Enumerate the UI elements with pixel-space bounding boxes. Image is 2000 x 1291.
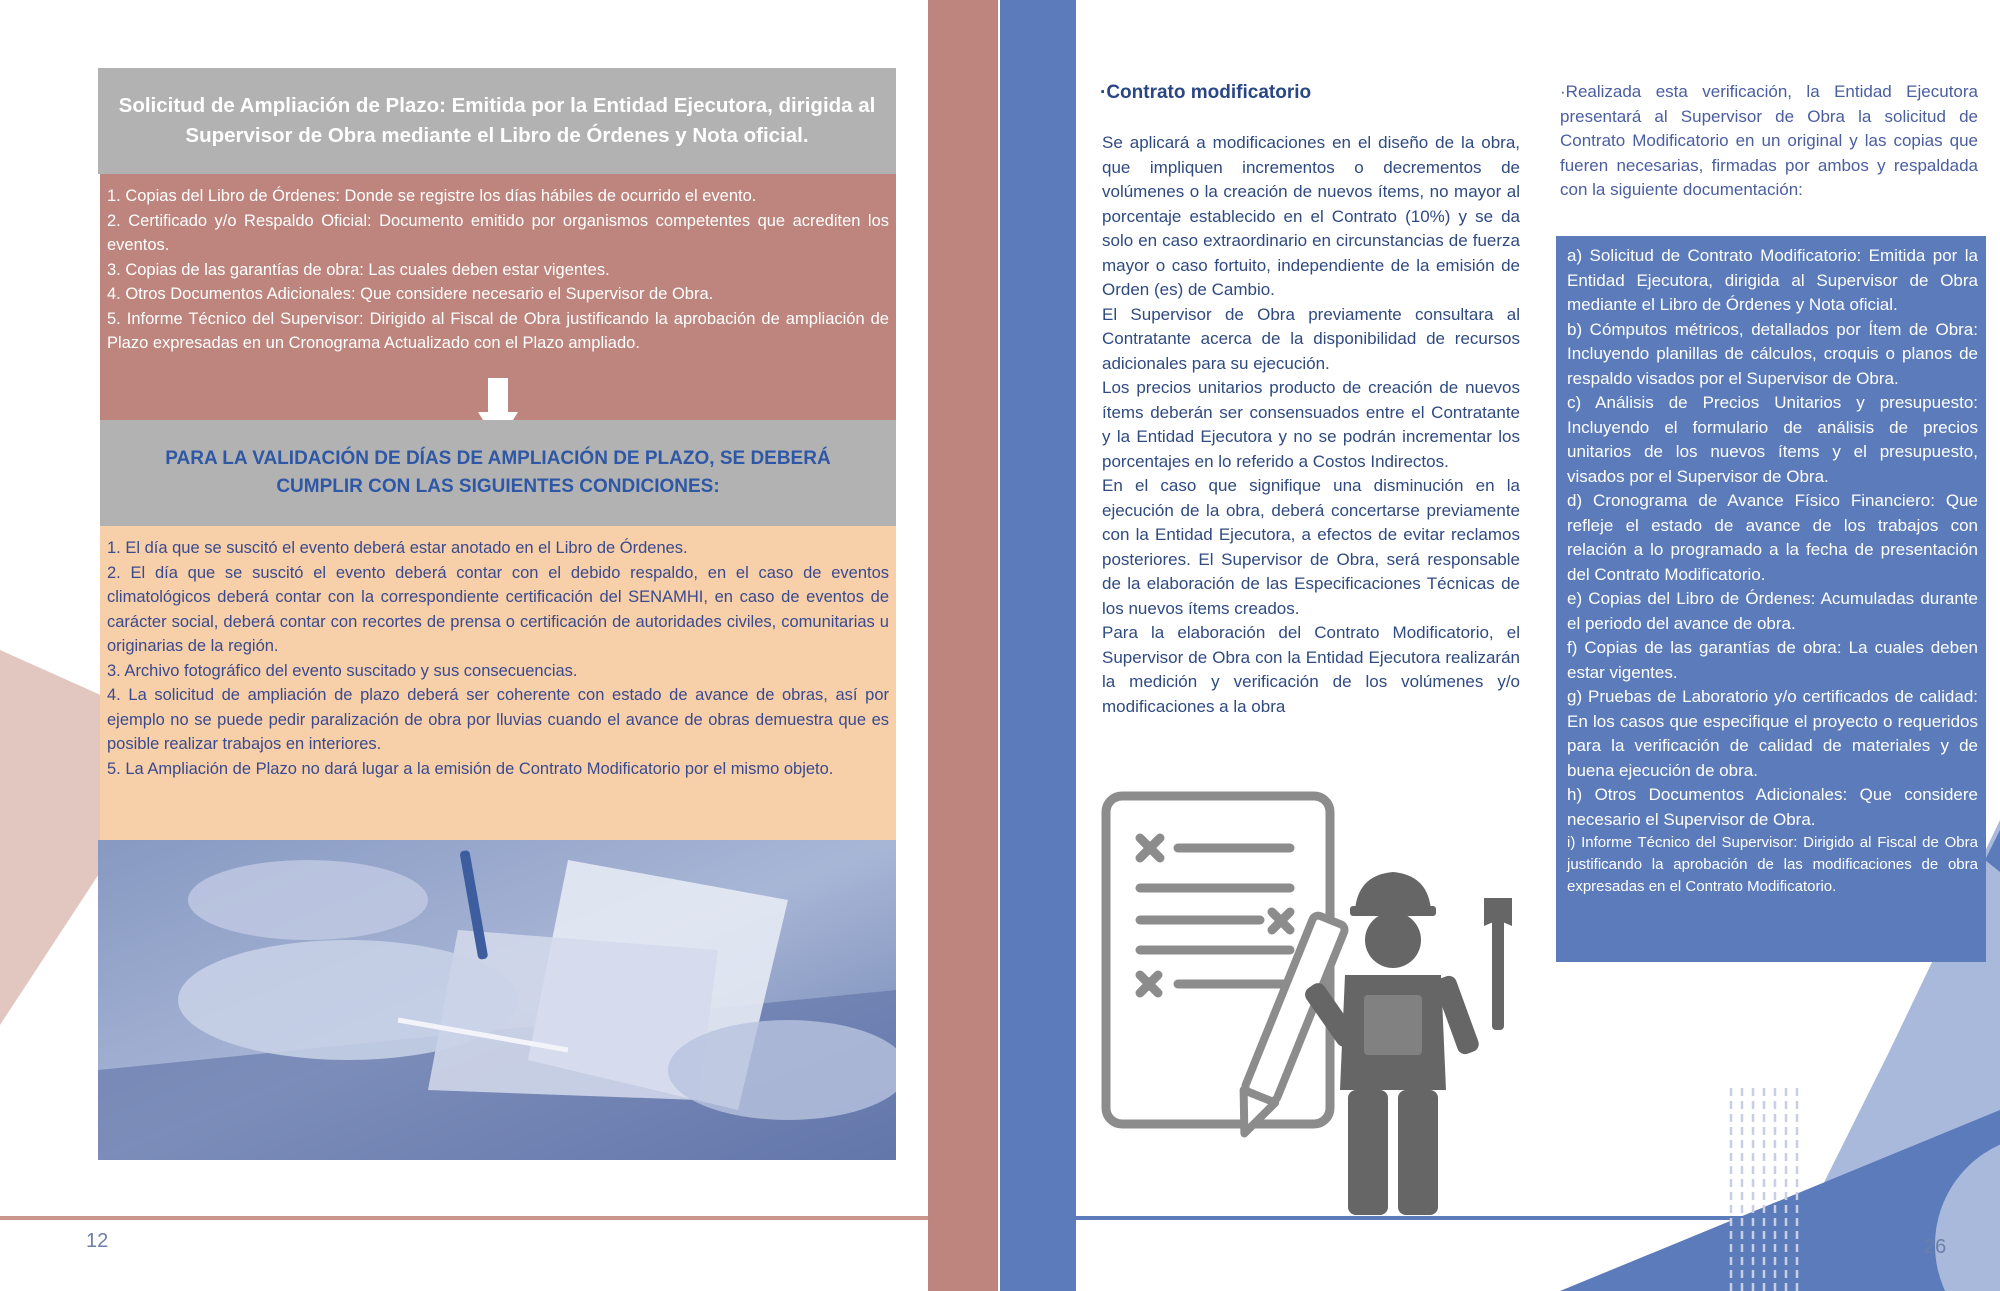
conditions-heading: PARA LA VALIDACIÓN DE DÍAS DE AMPLIACIÓN DE PLAZO, SE DEBERÁ CUMPLIR CON LAS SIGUIENTES CONDICIONES: — [165, 448, 831, 497]
dashed-lines — [1731, 1088, 1797, 1291]
condition-item: 3. Archivo fotográfico del evento suscitado y sus consecuencias. — [107, 661, 578, 680]
page-number: 26 — [1924, 1236, 1947, 1258]
condition-item: 4. La solicitud de ampliación de plazo deberá ser coherente con estado de avance de obras, así por ejemplo no se puede pedir paralización de obra por lluvias cuando el avance de obras demuestra que es posible realizar trabajos en interiores. — [107, 686, 889, 753]
document-item: a) Solicitud de Contrato Modificatorio: Emitida por la Entidad Ejecutora, dirigida al Supervisor de Obra mediante el Libro de Órdenes y Nota oficial. — [1567, 246, 1978, 314]
verification-text: ·Realizada esta verificación, la Entidad Ejecutora presentará al Supervisor de Obra la solicitud de Contrato Modificatorio en un original y las copias que fueren necesarias, firmadas por ambos y respaldada con la siguiente documentación: — [1560, 82, 1978, 199]
document-item: e) Copias del Libro de Órdenes: Acumuladas durante el periodo del avance de obra. — [1567, 589, 1978, 633]
right-decor-blue — [1560, 1110, 2000, 1291]
conditions-heading-box — [100, 420, 896, 526]
spine-rose — [928, 0, 998, 1291]
paragraph: En el caso que signifique una disminución en la ejecución de la obra, deberá concertarse previamente con la Entidad Ejecutora, a efectos de evitar reclamos posteriores. El Supervisor de Obra, será responsable de la elaboración de las Especificaciones Técnicas de los nuevos ítems creados. — [1102, 476, 1520, 618]
pipe-wrench-icon — [1484, 898, 1512, 1030]
requirement-item: 5. Informe Técnico del Supervisor: Dirigido al Fiscal de Obra justificando la aprobación de ampliación de Plazo expresadas en un Cronograma Actualizado con el Plazo ampliado. — [107, 309, 889, 352]
document-item: d) Cronograma de Avance Físico Financiero: Que refleje el estado de avance de los trabajos con relación a lo programado a la fecha de presentación del Contrato Modificatorio. — [1567, 491, 1978, 584]
document-item: g) Pruebas de Laboratorio y/o certificados de calidad: En los casos que especifique el proyecto o requeridos para la verificación de calidad de materiales y de buena ejecución de obra. — [1567, 687, 1978, 780]
paragraph: Para la elaboración del Contrato Modificatorio, el Supervisor de Obra con la Entidad Ejecutora realizarán la medición y verificación de los volúmenes y/o modificaciones a la obra — [1102, 623, 1520, 716]
handshake-document-photo — [98, 840, 896, 1160]
paragraph: Se aplicará a modificaciones en el diseño de la obra, que impliquen incrementos o decrementos de volúmenes o la creación de nuevos ítems, no mayor al porcentaje establecido en el Contrato (10%) y se da solo en caso extraordinario en circunstancias de fuerza mayor o caso fortuito, independiente de la emisión de Orden (es) de Cambio. — [1102, 133, 1520, 299]
requirement-item: 2. Certificado y/o Respaldo Oficial: Documento emitido por organismos competentes que acrediten los eventos. — [107, 211, 889, 254]
worker-checklist-illustration — [1100, 790, 1520, 1220]
paragraph: Los precios unitarios producto de creación de nuevos ítems deberán ser consensuados entre el Contratante y la Entidad Ejecutora y no se podrán incrementar los porcentajes en lo referido a Costos Indirectos. — [1102, 378, 1520, 471]
requirement-item: 3. Copias de las garantías de obra: Las cuales deben estar vigentes. — [107, 260, 610, 279]
condition-item: 2. El día que se suscitó el evento deberá contar con el debido respaldo, en el caso de eventos climatológicos deberá contar con la correspondiente certificación del SENAMHI, en caso de eventos de carácter social, deberá contar con recortes de prensa o certificación de autoridades civiles, comunitarias u originarias de la región. — [107, 563, 889, 655]
requirement-item: 4. Otros Documentos Adicionales: Que considere necesario el Supervisor de Obra. — [107, 285, 714, 303]
requirement-item: 1. Copias del Libro de Órdenes: Donde se registre los días hábiles de ocurrido el evento. — [107, 187, 757, 205]
document-item: f) Copias de las garantías de obra: La cuales deben estar vigentes. — [1567, 638, 1978, 682]
section-title: ·Contrato modificatorio — [1100, 82, 1312, 103]
condition-item: 1. El día que se suscitó el evento deberá estar anotado en el Libro de Órdenes. — [107, 539, 688, 557]
spine-blue — [1000, 0, 1076, 1291]
document-item: c) Análisis de Precios Unitarios y presupuesto: Incluyendo el formulario de análisis de precios unitarios de los nuevos ítems y el presupuesto, visados por el Supervisor de Obra. — [1567, 393, 1978, 486]
paragraph: El Supervisor de Obra previamente consultara al Contratante acerca de la disponibilidad de recursos adicionales para su ejecución. — [1102, 304, 1520, 373]
page-number: 12 — [86, 1230, 109, 1252]
section-body — [1102, 131, 1520, 719]
document-item: b) Cómputos métricos, detallados por Ítem de Obra: Incluyendo planillas de cálculos, croquis o planos de respaldo visados por el Supervisor de Obra. — [1567, 319, 1978, 388]
document-item: i) Informe Técnico del Supervisor: Dirigido al Fiscal de Obra justificando la aprobación de las modificaciones de obra expresadas en el Contrato Modificatorio. — [1567, 834, 1978, 895]
condition-item: 5. La Ampliación de Plazo no dará lugar a la emisión de Contrato Modificatorio por el mismo objeto. — [107, 759, 834, 778]
documentation-box — [1556, 236, 1986, 962]
extension-request-title-box — [98, 68, 896, 174]
left-bottom-rule — [0, 1216, 928, 1220]
extension-request-title: Solicitud de Ampliación de Plazo: Emitida por la Entidad Ejecutora, dirigida al Supervisor de Obra mediante el Libro de Órdenes y Nota oficial. — [118, 94, 876, 147]
conditions-list — [100, 526, 896, 840]
document-item: h) Otros Documentos Adicionales: Que considere necesario el Supervisor de Obra. — [1567, 785, 1978, 829]
